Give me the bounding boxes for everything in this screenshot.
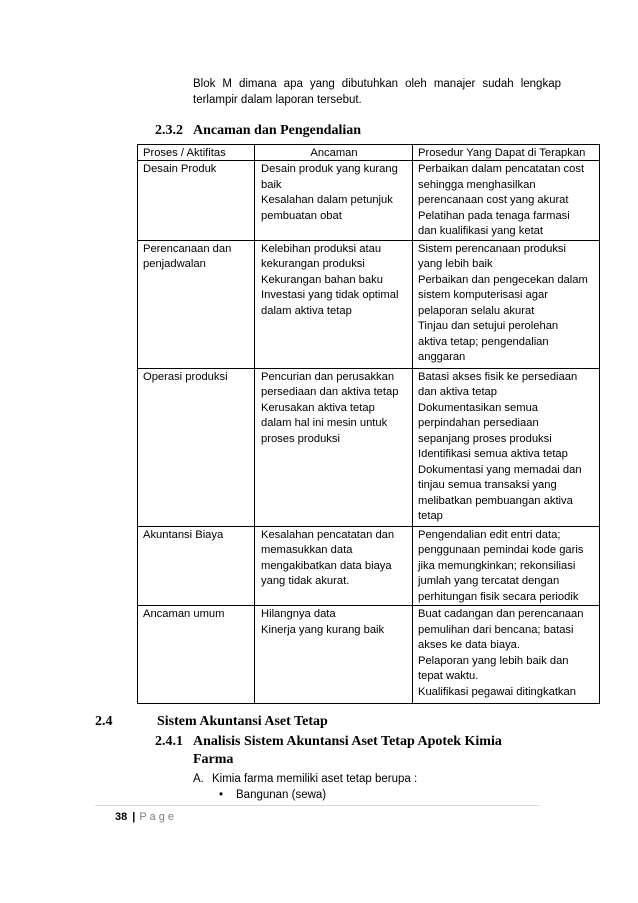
bullet-item: Bangunan (sewa) — [236, 789, 327, 801]
procedure-cell — [413, 161, 600, 241]
table-body — [138, 161, 600, 704]
section-number: 2.4 — [95, 714, 113, 729]
intro-line: Blok M dimana apa yang dibutuhkan oleh manajer sudah lengkap — [193, 78, 561, 90]
cell-line: dalam hal ini mesin untuk — [261, 417, 388, 429]
cell-line: Kelebihan produksi atau — [261, 242, 382, 255]
intro-paragraph — [193, 76, 561, 108]
header-threat: Ancaman — [255, 145, 413, 161]
footer-divider — [95, 805, 540, 806]
cell-line: kekurangan produksi — [261, 258, 365, 270]
cell-line: Identifikasi semua aktiva tetap — [418, 448, 568, 460]
footer-separator: | — [132, 811, 136, 823]
process-cell — [138, 606, 255, 704]
threat-cell — [255, 606, 413, 704]
threats-controls-table — [137, 144, 600, 704]
list-marker: A. — [193, 773, 204, 785]
cell-line: Pencurian dan perusakkan — [261, 370, 395, 383]
cell-line: Kerusakan aktiva tetap — [261, 401, 375, 414]
cell-line: Hilangnya data — [261, 608, 336, 620]
threat-cell — [255, 368, 413, 526]
process-cell — [138, 368, 255, 526]
cell-line: proses produksi — [261, 432, 340, 445]
cell-line: Pengendalian edit entri data; — [418, 528, 561, 541]
header-process: Proses / Aktifitas — [138, 145, 255, 161]
bullet-icon: • — [219, 789, 224, 801]
cell-line: Perbaikan dalam pencatatan cost — [418, 163, 585, 175]
table-row — [138, 368, 600, 526]
cell-line: baik — [261, 178, 282, 191]
procedure-cell — [413, 368, 600, 526]
cell-line: Kesalahan dalam petunjuk — [261, 194, 393, 206]
cell-line: Dokumentasikan semua — [418, 401, 539, 414]
cell-line: mengakibatkan data biaya — [261, 559, 392, 572]
cell-line: jumlah yang tercatat dengan — [418, 575, 560, 587]
cell-line: Kekurangan bahan baku — [261, 273, 383, 286]
table-row — [138, 240, 600, 368]
procedure-cell — [413, 240, 600, 368]
cell-line: sistem komputerisasi agar — [418, 289, 548, 301]
intro-line: terlampir dalam laporan tersebut. — [193, 94, 362, 106]
cell-line: persediaan dan aktiva tetap — [261, 386, 399, 398]
cell-line: Kesalahan pencatatan dan — [261, 528, 395, 541]
threat-cell — [255, 240, 413, 368]
cell-line: Desain Produk — [143, 163, 217, 175]
procedure-cell — [413, 526, 600, 606]
cell-line: dan aktiva tetap — [418, 386, 497, 398]
process-cell — [138, 240, 255, 368]
page-label: P a g e — [139, 811, 174, 823]
subsection-title-line: Analisis Sistem Akuntansi Aset Tetap Apotek Kimia — [193, 734, 502, 749]
cell-line: tepat waktu. — [418, 670, 479, 682]
cell-line: Kinerja yang kurang baik — [261, 623, 385, 636]
list-item-text: Kimia farma memiliki aset tetap berupa : — [212, 773, 418, 785]
procedure-cell — [413, 606, 600, 704]
cell-line: tetap — [418, 510, 443, 522]
cell-line: sepanjang proses produksi — [418, 432, 552, 445]
cell-line: pembuatan obat — [261, 209, 342, 222]
cell-line: perhitungan fisik secara periodik — [418, 590, 579, 603]
cell-line: tinjau semua transaksi yang — [418, 479, 557, 491]
cell-line: sehingga menghasilkan — [418, 178, 536, 191]
cell-line: Pelaporan yang lebih baik dan — [418, 654, 569, 667]
cell-line: Tinjau dan setujui perolehan — [418, 320, 559, 332]
section-number: 2.3.2 — [155, 123, 183, 138]
threat-cell — [255, 526, 413, 606]
table-header-row — [138, 145, 600, 161]
cell-line: pemulihan dari bencana; batasi — [418, 623, 574, 636]
subsection-number: 2.4.1 — [155, 734, 183, 749]
cell-line: Pelatihan pada tenaga farmasi — [418, 209, 570, 222]
cell-line: penggunaan pemindai kode garis — [418, 544, 584, 556]
section-title: Sistem Akuntansi Aset Tetap — [157, 714, 328, 729]
cell-line: yang lebih baik — [418, 258, 493, 270]
cell-line: Buat cadangan dan perencanaan — [418, 608, 584, 620]
cell-line: yang tidak akurat. — [261, 575, 350, 587]
cell-line: Perencanaan dan — [143, 242, 232, 255]
cell-line: akses ke data biaya. — [418, 639, 520, 651]
cell-line: dalam aktiva tetap — [261, 304, 352, 317]
cell-line: Perbaikan dan pengecekan dalam — [418, 273, 588, 286]
header-procedure: Prosedur Yang Dapat di Terapkan — [413, 145, 600, 161]
cell-line: Investasi yang tidak optimal — [261, 289, 399, 301]
cell-line: anggaran — [418, 351, 466, 363]
process-cell — [138, 526, 255, 606]
cell-line: perpindahan persediaan — [418, 417, 539, 429]
cell-line: Akuntansi Biaya — [143, 528, 224, 541]
cell-line: pelaporan selalu akurat — [418, 304, 535, 317]
page-footer — [115, 809, 174, 825]
table-row — [138, 161, 600, 241]
cell-line: melibatkan pembuangan aktiva — [418, 494, 573, 507]
section-title: Ancaman dan Pengendalian — [193, 123, 362, 138]
cell-line: memasukkan data — [261, 544, 353, 556]
subsection-title-line: Farma — [193, 752, 234, 767]
table-row — [138, 526, 600, 606]
cell-line: Kualifikasi pegawai ditingkatkan — [418, 685, 576, 698]
cell-line: aktiva tetap; pengendalian — [418, 335, 549, 348]
cell-line: Sistem perencanaan produksi — [418, 242, 567, 255]
cell-line: penjadwalan — [143, 258, 206, 270]
table-row — [138, 606, 600, 704]
cell-line: jika memungkinkan; rekonsiliasi — [418, 559, 576, 572]
cell-line: perencanaan cost yang akurat — [418, 194, 569, 206]
threat-cell — [255, 161, 413, 241]
page-number: 38 — [115, 811, 128, 823]
cell-line: dan kualifikasi yang ketat — [418, 225, 544, 237]
cell-line: Batasi akses fisik ke persediaan — [418, 370, 578, 383]
cell-line: Ancaman umum — [143, 608, 225, 620]
cell-line: Desain produk yang kurang — [261, 163, 398, 175]
cell-line: Operasi produksi — [143, 370, 228, 383]
cell-line: Dokumentasi yang memadai dan — [418, 463, 582, 476]
process-cell — [138, 161, 255, 241]
